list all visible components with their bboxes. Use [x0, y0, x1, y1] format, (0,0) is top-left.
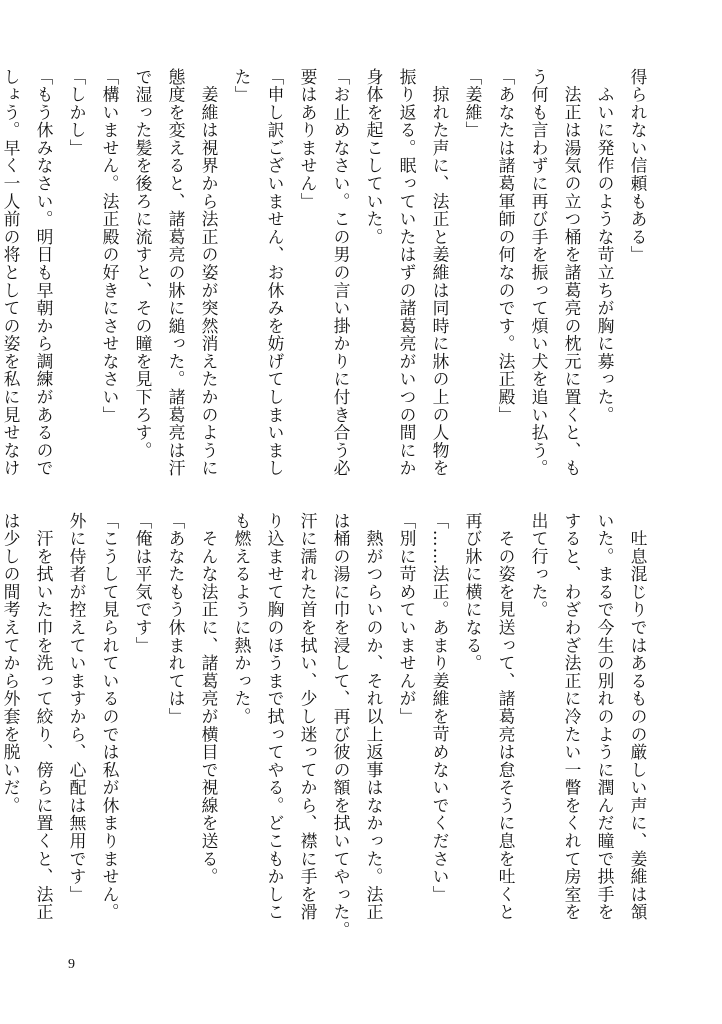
text-line: 「別に苛めていませんが」 [397, 512, 417, 726]
page-number: 9 [68, 957, 75, 972]
text-line: 外に侍者が控えていますから、心配は無用です」 [67, 512, 87, 904]
text-line: そんな法正に、諸葛亮が横目で視線を送る。 [199, 512, 219, 886]
text-line: 「俺は平気です」 [133, 512, 153, 655]
text-line: 再び牀に横になる。 [463, 512, 483, 673]
text-line: 「もう休みなさい。明日も早朝から調練があるので [34, 68, 54, 478]
top-text-block [1, 68, 654, 488]
text-line: 汗を拭いた巾を洗って絞り、傍らに置くと、法正 [34, 512, 54, 922]
text-line: 汗に濡れた首を拭い、少し迷ってから、襟に手を滑 [298, 512, 318, 922]
text-line: 「あなたもう休まれては」 [166, 512, 186, 726]
text-line: 法正は湯気の立つ桶を諸葛亮の枕元に置くと、も [562, 68, 582, 478]
text-line: 吐息混じりではあるものの厳しい声に、姜維は頷 [628, 512, 648, 922]
text-line: 出て行った。 [529, 512, 549, 619]
text-line: しょう。早く一人前の将としての姿を私に見せなけ [1, 68, 21, 478]
text-line: その姿を見送って、諸葛亮は怠そうに息を吐くと [496, 512, 516, 922]
text-line: り込ませて胸のほうまで拭ってやる。どこもかしこ [265, 512, 285, 922]
text-line: 身体を起こしていた。 [364, 68, 384, 246]
text-line: 姜維は視界から法正の姿が突然消えたかのように [199, 68, 219, 478]
text-line: 「あなたは諸葛軍師の何なのです。法正殿」 [496, 68, 516, 424]
bottom-text-block [1, 512, 654, 939]
text-line: 態度を変えると、諸葛亮の牀に縋った。諸葛亮は汗 [166, 68, 186, 478]
text-line: う何も言わずに再び手を振って煩い犬を追い払う。 [529, 68, 549, 478]
text-line: ふいに発作のような苛立ちが胸に募った。 [595, 68, 615, 424]
text-line: 掠れた声に、法正と姜維は同時に牀の上の人物を [430, 68, 450, 478]
text-line: すると、わざわざ法正に冷たい一瞥をくれて房室を [562, 512, 582, 922]
text-line: 「お止めなさい。この男の言い掛かりに付き合う必 [331, 68, 351, 478]
text-line: 「姜維」 [463, 68, 483, 140]
text-line: も燃えるように熱かった。 [232, 512, 252, 726]
text-line: で湿った髪を後ろに流すと、その瞳を見下ろす。 [133, 68, 153, 460]
text-line: 「しかし」 [67, 68, 87, 157]
text-line: 「構いません。法正殿の好きにさせなさい」 [100, 68, 120, 424]
text-line: 得られない信頼もある」 [628, 68, 648, 264]
text-line: 熱がつらいのか、それ以上返事はなかった。法正 [364, 512, 384, 922]
text-line: 振り返る。眠っていたはずの諸葛亮がいつの間にか [397, 68, 417, 478]
text-line: いた。まるで今生の別れのように潤んだ瞳で拱手を [595, 512, 615, 922]
text-line: 「申し訳ございません、お休みを妨げてしまいまし [265, 68, 285, 478]
text-line: は桶の湯に巾を浸して、再び彼の額を拭いてやった。 [331, 512, 351, 939]
text-line: 要はありません」 [298, 68, 318, 211]
text-line: た」 [232, 68, 252, 104]
text-line: は少しの間考えてから外套を脱いだ。 [1, 512, 21, 815]
text-line: 「……法正。あまり姜維を苛めないでください」 [430, 512, 450, 904]
text-line: 「こうして見られているのでは私が休まりません。 [100, 512, 120, 922]
